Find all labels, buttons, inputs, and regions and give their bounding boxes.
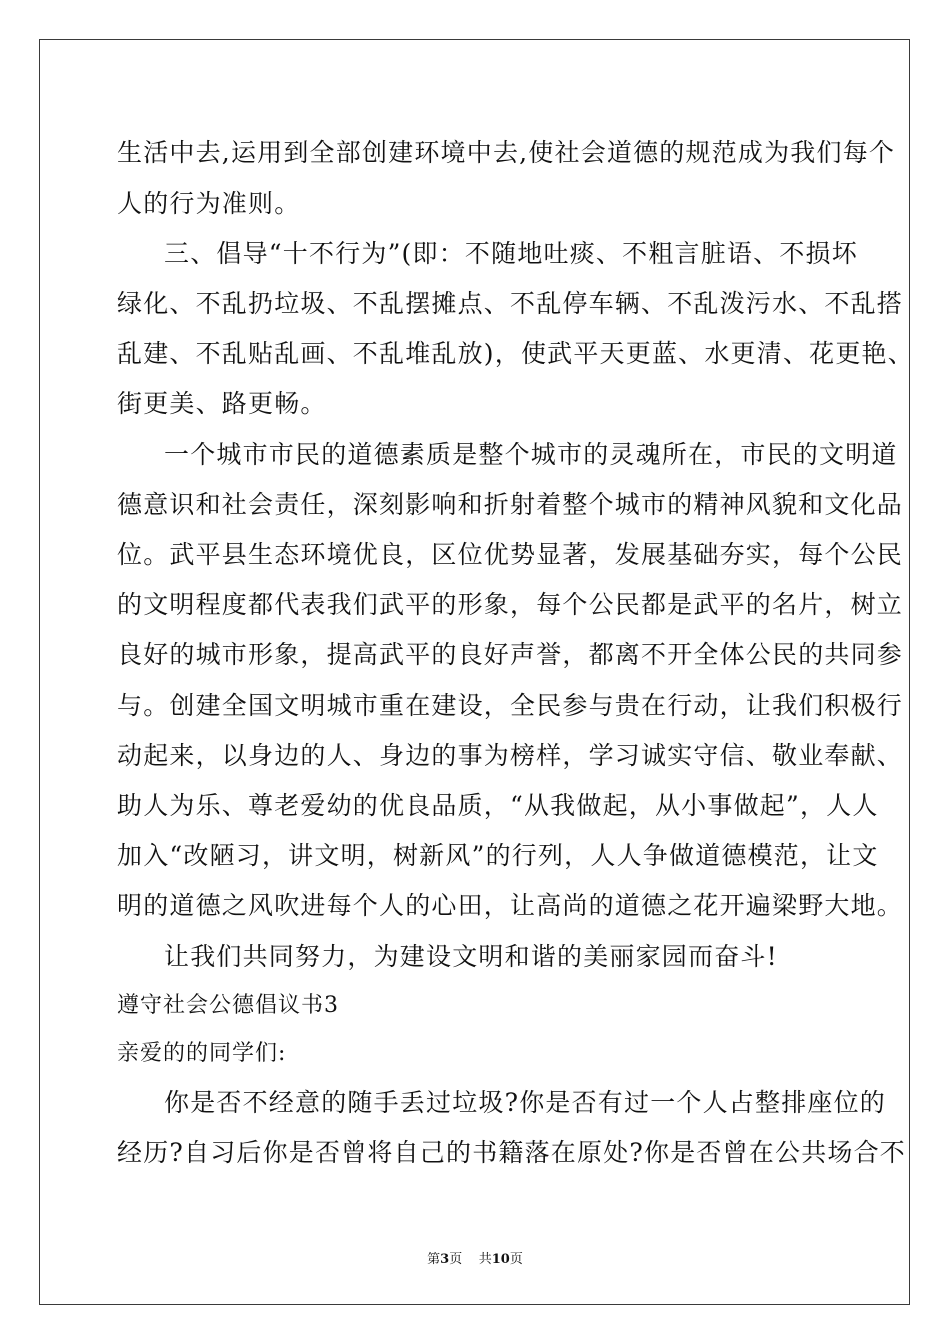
text-line: 与。创建全国文明城市重在建设，全民参与贵在行动，让我们积极行 (117, 691, 904, 720)
footer-page-number: 3 (440, 1252, 450, 1267)
footer-total-prefix: 共 (478, 1252, 492, 1267)
page-footer (0, 1248, 950, 1267)
footer-total-suffix: 页 (509, 1252, 523, 1267)
text-line: 良好的城市形象，提高武平的良好声誉，都离不开全体公民的共同参 (117, 640, 904, 669)
text-line: 助人为乐、尊老爱幼的优良品质，“从我做起，从小事做起”，人人 (117, 791, 879, 820)
salutation: 亲爱的的同学们: (117, 1041, 287, 1066)
text-line: 乱建、不乱贴乱画、不乱堆乱放)，使武平天更蓝、水更清、花更艳、 (117, 339, 914, 368)
text-line: 人的行为准则。 (117, 189, 301, 218)
text-line: 让我们共同努力，为建设文明和谐的美丽家园而奋斗! (164, 942, 778, 971)
text-line: 生活中去,运用到全部创建环境中去,使社会道德的规范成为我们每个 (117, 138, 896, 167)
text-line: 明的道德之风吹进每个人的心田，让高尚的道德之花开遍梁野大地。 (117, 891, 904, 920)
text-line: 街更美、路更畅。 (117, 389, 327, 418)
text-line: 位。武平县生态环境优良，区位优势显著，发展基础夯实，每个公民 (117, 540, 904, 569)
footer-page-suffix: 页 (449, 1252, 463, 1267)
text-line: 你是否不经意的随手丢过垃圾?你是否有过一个人占整排座位的 (164, 1088, 887, 1117)
text-line: 加入“改陋习，讲文明，树新风”的行列，人人争做道德模范，让文 (117, 841, 879, 870)
text-line: 经历?自习后你是否曾将自己的书籍落在原处?你是否曾在公共场合不 (117, 1138, 907, 1167)
text-line: 三、倡导“十不行为”(即：不随地吐痰、不粗言脏语、不损坏 (164, 239, 858, 268)
footer-total-pages: 10 (491, 1252, 510, 1267)
footer-prefix: 第 (427, 1252, 441, 1267)
text-line: 动起来，以身边的人、身边的事为榜样，学习诚实守信、敬业奉献、 (117, 741, 904, 770)
text-line: 的文明程度都代表我们武平的形象，每个公民都是武平的名片，树立 (117, 590, 904, 619)
section-heading: 遵守社会公德倡议书3 (117, 993, 339, 1018)
text-line: 德意识和社会责任，深刻影响和折射着整个城市的精神风貌和文化品 (117, 490, 904, 519)
text-line: 绿化、不乱扔垃圾、不乱摆摊点、不乱停车辆、不乱泼污水、不乱搭 (117, 289, 904, 318)
text-line: 一个城市市民的道德素质是整个城市的灵魂所在，市民的文明道 (164, 440, 898, 469)
